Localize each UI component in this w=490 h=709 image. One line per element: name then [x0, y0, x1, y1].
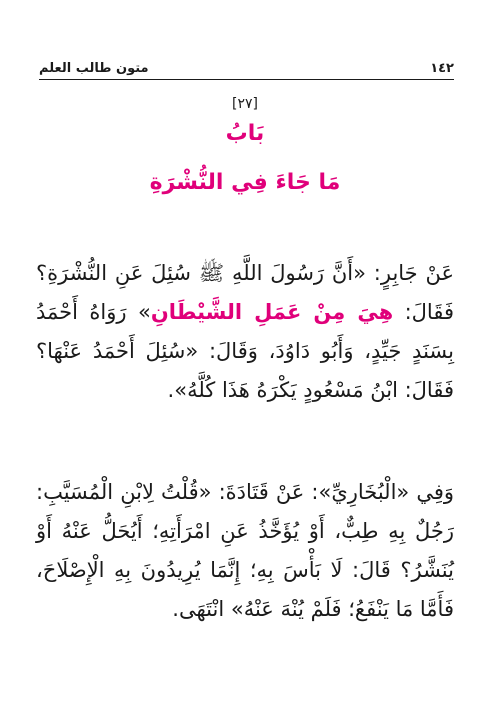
hadith-number: [٢٧] [232, 96, 258, 112]
running-header [39, 54, 454, 76]
paragraph-jabir-start: عَنْ جَابِرٍ: «أَنَّ رَسُولَ اللَّهِ ﷺ سُئِلَ عَنِ النُّشْرَةِ؟ فَقَالَ: [36, 261, 454, 324]
paragraph-jabir [36, 254, 454, 410]
book-title: متون طالب العلم [39, 61, 149, 76]
header-divider [39, 79, 454, 80]
paragraph-bukhari: وَفِي «الْبُخَارِيِّ»: عَنْ قَتَادَةَ: «قُلْتُ لِابْنِ الْمُسَيَّبِ: رَجُلٌ بِهِ طِبٌّ، أَوْ يُؤَخَّذُ عَنِ امْرَأَتِهِ؛ أَيُحَلُّ عَنْهُ أَوْ يُنَشَّرُ؟ قَالَ: لَا بَأْسَ بِهِ؛ إِنَّمَا يُرِيدُونَ بِهِ الْإِصْلَاحَ، فَأَمَّا مَا يَنْفَعُ؛ فَلَمْ يُنْهَ عَنْهُ» انْتَهَى. [36, 480, 454, 621]
paragraph-jabir-end: » رَوَاهُ أَحْمَدُ بِسَنَدٍ جَيِّدٍ، وَأَبُو دَاوُدَ، وَقَالَ: «سُئِلَ أَحْمَدُ عَنْهَا؟ فَقَالَ: ابْنُ مَسْعُودٍ يَكْرَهُ هَذَا كُلَّهُ». [36, 300, 454, 402]
chapter-title: مَا جَاءَ فِي النُّشْرَةِ [149, 170, 341, 195]
chapter-heading: بَابُ [225, 121, 265, 146]
page-number: ١٤٢ [430, 61, 454, 76]
highlighted-hadith-text: هِيَ مِنْ عَمَلِ الشَّيْطَانِ [150, 300, 394, 324]
